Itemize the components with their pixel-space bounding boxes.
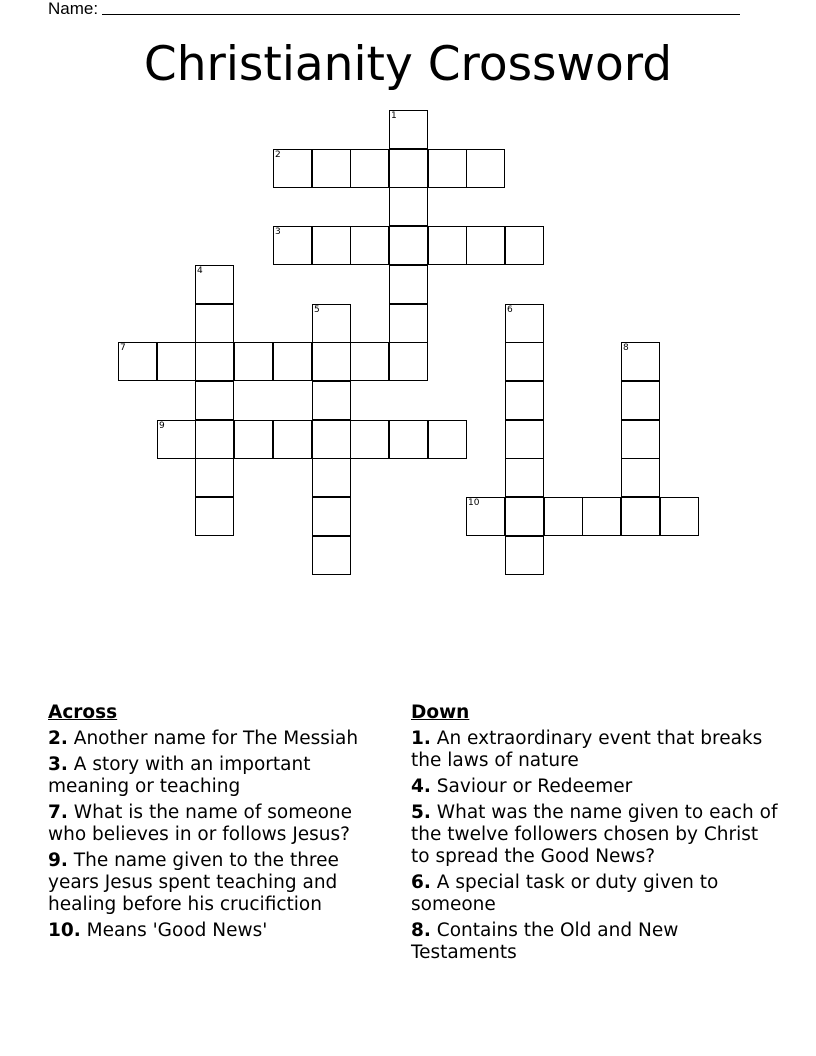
clue-number: 9	[159, 421, 165, 431]
grid-cell[interactable]	[118, 342, 157, 381]
grid-cell[interactable]	[389, 187, 428, 226]
grid-cell[interactable]	[466, 226, 505, 265]
clue-item: 1. An extraordinary event that breaks the laws of nature	[411, 728, 763, 771]
grid-cell[interactable]	[389, 342, 428, 381]
clue-number: 5	[314, 305, 320, 315]
across-clues	[48, 702, 388, 946]
grid-cell[interactable]	[195, 458, 234, 497]
grid-cell[interactable]	[466, 149, 505, 188]
clue-item: 2. Another name for The Messiah	[48, 728, 359, 749]
clue-item: 4. Saviour or Redeemer	[411, 776, 633, 797]
grid-cell[interactable]	[273, 342, 312, 381]
grid-cell[interactable]	[544, 497, 583, 536]
grid-cell[interactable]	[660, 497, 699, 536]
grid-cell[interactable]	[195, 497, 234, 536]
clue-number: 8	[623, 343, 629, 353]
grid-cell[interactable]	[389, 304, 428, 343]
grid-cell[interactable]	[195, 304, 234, 343]
grid-cell[interactable]	[428, 226, 467, 265]
grid-cell[interactable]	[389, 149, 428, 188]
grid-cell[interactable]	[621, 497, 660, 536]
grid-cell[interactable]	[350, 342, 389, 381]
page-title: Christianity Crossword	[143, 37, 673, 92]
grid-cell[interactable]	[621, 381, 660, 420]
grid-cell[interactable]	[234, 420, 273, 459]
clue-number: 10	[468, 498, 480, 508]
grid-cell[interactable]	[195, 420, 234, 459]
grid-cell[interactable]	[505, 381, 544, 420]
grid-cell[interactable]	[312, 342, 351, 381]
grid-cell[interactable]	[505, 342, 544, 381]
clue-number: 3	[275, 227, 281, 237]
grid-cell[interactable]	[273, 226, 312, 265]
grid-cell[interactable]	[505, 458, 544, 497]
grid-cell[interactable]	[312, 458, 351, 497]
clue-item: 10. Means 'Good News'	[48, 920, 268, 941]
grid-cell[interactable]	[312, 304, 351, 343]
grid-cell[interactable]	[157, 420, 196, 459]
clue-number: 1	[391, 111, 397, 121]
grid-cell[interactable]	[350, 226, 389, 265]
grid-cell[interactable]	[350, 149, 389, 188]
clue-item: 9. The name given to the three years Jesus spent teaching and healing before his crucifiction	[48, 850, 339, 915]
across-heading: Across	[48, 702, 118, 723]
grid-cell[interactable]	[195, 342, 234, 381]
grid-cell[interactable]	[621, 458, 660, 497]
grid-cell[interactable]	[505, 497, 544, 536]
grid-cell[interactable]	[582, 497, 621, 536]
grid-cell[interactable]	[428, 420, 467, 459]
grid-cell[interactable]	[312, 420, 351, 459]
grid-cell[interactable]	[234, 342, 273, 381]
clue-item: 8. Contains the Old and New Testaments	[411, 920, 679, 963]
grid-cell[interactable]	[273, 420, 312, 459]
clue-item: 3. A story with an important meaning or teaching	[48, 754, 311, 797]
grid-cell[interactable]	[195, 381, 234, 420]
name-label: Name:	[48, 0, 99, 18]
grid-cell[interactable]	[505, 420, 544, 459]
grid-cell[interactable]	[428, 149, 467, 188]
grid-cell[interactable]	[621, 342, 660, 381]
grid-cell[interactable]	[350, 420, 389, 459]
grid-cell[interactable]	[312, 226, 351, 265]
grid-cell[interactable]	[466, 497, 505, 536]
grid-cell[interactable]	[312, 381, 351, 420]
grid-cell[interactable]	[312, 536, 351, 575]
grid-cell[interactable]	[389, 110, 428, 149]
clue-item: 7. What is the name of someone who believes in or follows Jesus?	[48, 802, 353, 845]
clue-item: 5. What was the name given to each of the twelve followers chosen by Christ to spread the Good News?	[411, 802, 778, 867]
clue-item: 6. A special task or duty given to someone	[411, 872, 719, 915]
grid-cell[interactable]	[157, 342, 196, 381]
grid-cell[interactable]	[312, 149, 351, 188]
grid-cell[interactable]	[505, 226, 544, 265]
clue-number: 4	[197, 266, 203, 276]
clue-number: 7	[120, 343, 126, 353]
down-clues	[411, 702, 781, 968]
grid-cell[interactable]	[389, 226, 428, 265]
down-heading: Down	[411, 702, 470, 723]
clue-number: 2	[275, 150, 281, 160]
grid-cell[interactable]	[621, 420, 660, 459]
grid-cell[interactable]	[312, 497, 351, 536]
grid-cell[interactable]	[195, 265, 234, 304]
grid-cell[interactable]	[505, 304, 544, 343]
grid-cell[interactable]	[389, 265, 428, 304]
clue-number: 6	[507, 305, 513, 315]
grid-cell[interactable]	[505, 536, 544, 575]
grid-cell[interactable]	[389, 420, 428, 459]
grid-cell[interactable]	[273, 149, 312, 188]
